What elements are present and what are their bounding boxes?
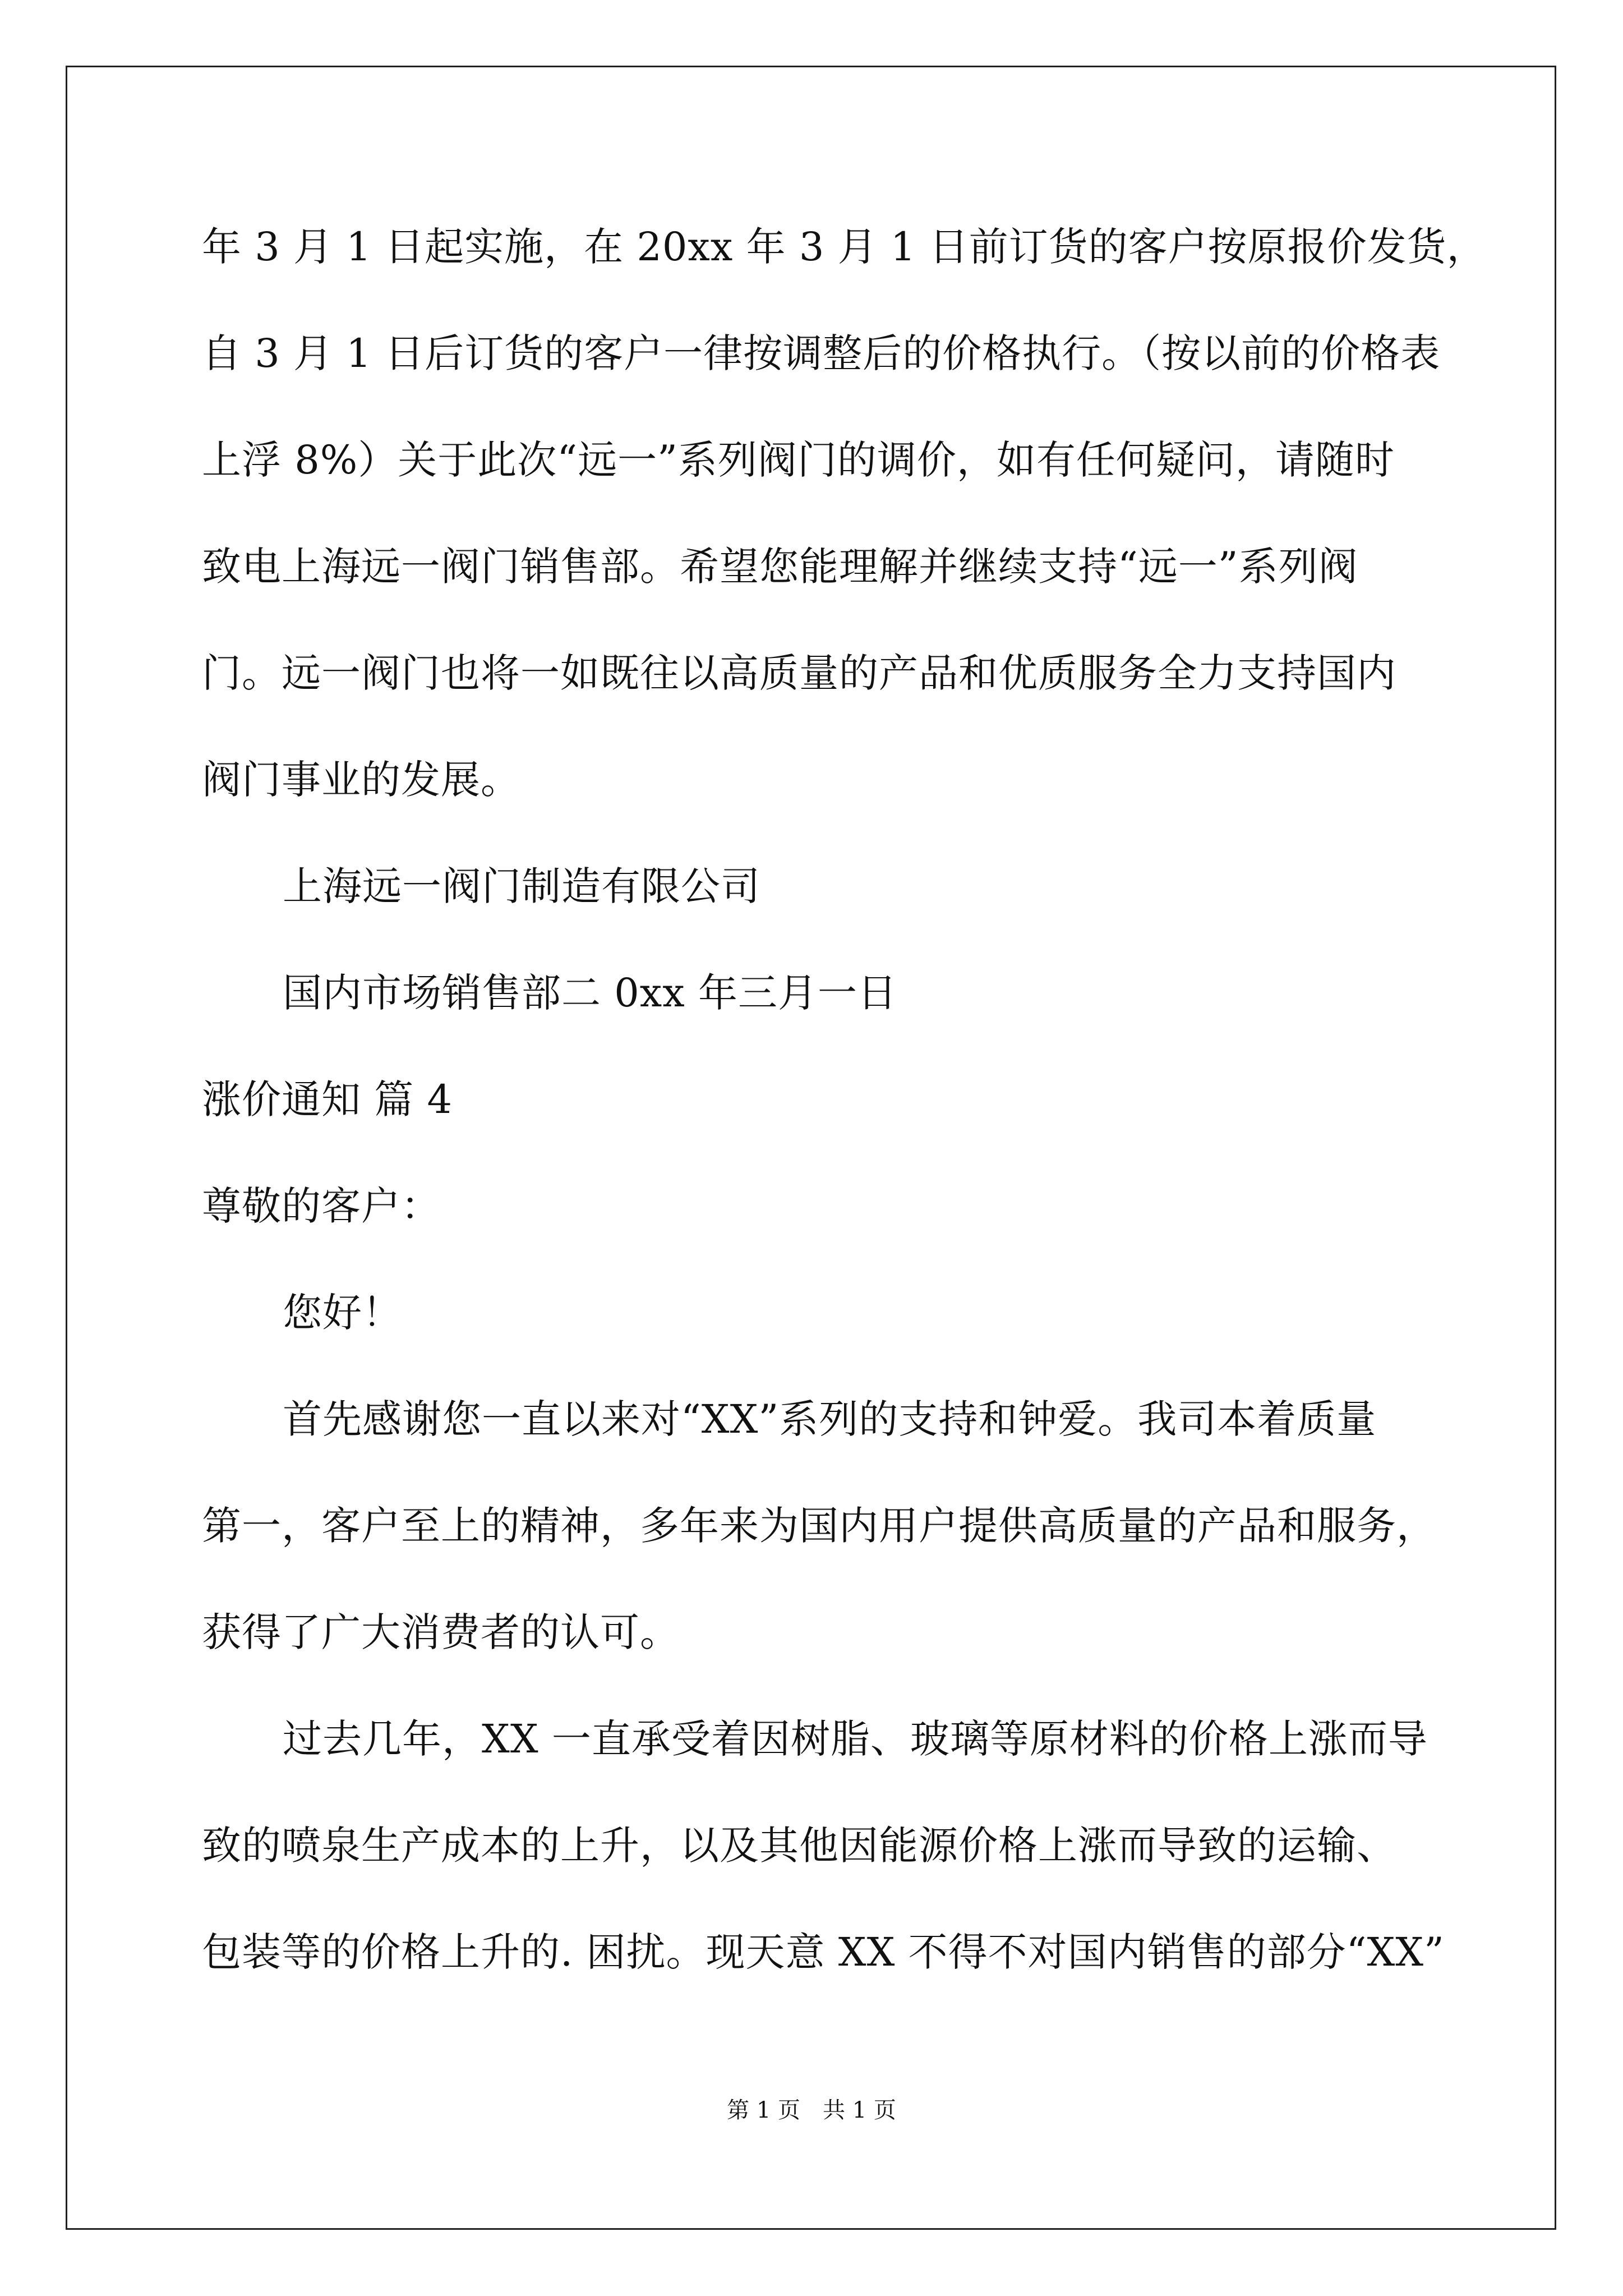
greeting: 您好！ [283, 1290, 402, 1336]
page-footer [0, 2093, 1623, 2127]
company-name: 上海远一阀门制造有限公司 [283, 863, 760, 909]
text-line: 首先感谢您一直以来对“XX”系列的支持和钟爱。我司本着质量 [283, 1396, 1377, 1442]
text-line: 致电上海远一阀门销售部。希望您能理解并继续支持“远一”系列阀 [202, 544, 1358, 590]
text-line: 自 3 月 1 日后订货的客户一律按调整后的价格执行。（按以前的价格表 [202, 330, 1441, 376]
text-line: 包装等的价格上升的. 困扰。现天意 XX 不得不对国内销售的部分“XX” [202, 1929, 1445, 1975]
text-line: 致的喷泉生产成本的上升，以及其他因能源价格上涨而导致的运输、 [202, 1823, 1396, 1869]
text-line: 获得了广大消费者的认可。 [202, 1609, 680, 1655]
page-border [66, 66, 1556, 2230]
salutation: 尊敬的客户： [202, 1183, 441, 1229]
text-line: 第一，客户至上的精神，多年来为国内用户提供高质量的产品和服务， [202, 1503, 1436, 1549]
text-line: 门。远一阀门也将一如既往以高质量的产品和优质服务全力支持国内 [202, 650, 1396, 696]
text-line: 过去几年，XX 一直承受着因树脂、玻璃等原材料的价格上涨而导 [283, 1716, 1428, 1762]
department-date: 国内市场销售部二 0xx 年三月一日 [283, 970, 897, 1016]
section-heading: 涨价通知 篇 4 [202, 1076, 453, 1122]
text-line: 阀门事业的发展。 [202, 757, 520, 803]
text-line: 年 3 月 1 日起实施，在 20xx 年 3 月 1 日前订货的客户按原报价发货， [202, 224, 1487, 270]
text-line: 上浮 8%）关于此次“远一”系列阀门的调价，如有任何疑问，请随时 [202, 437, 1395, 483]
page-total: 共 1 页 [823, 2097, 896, 2123]
page-number: 第 1 页 [727, 2097, 800, 2123]
